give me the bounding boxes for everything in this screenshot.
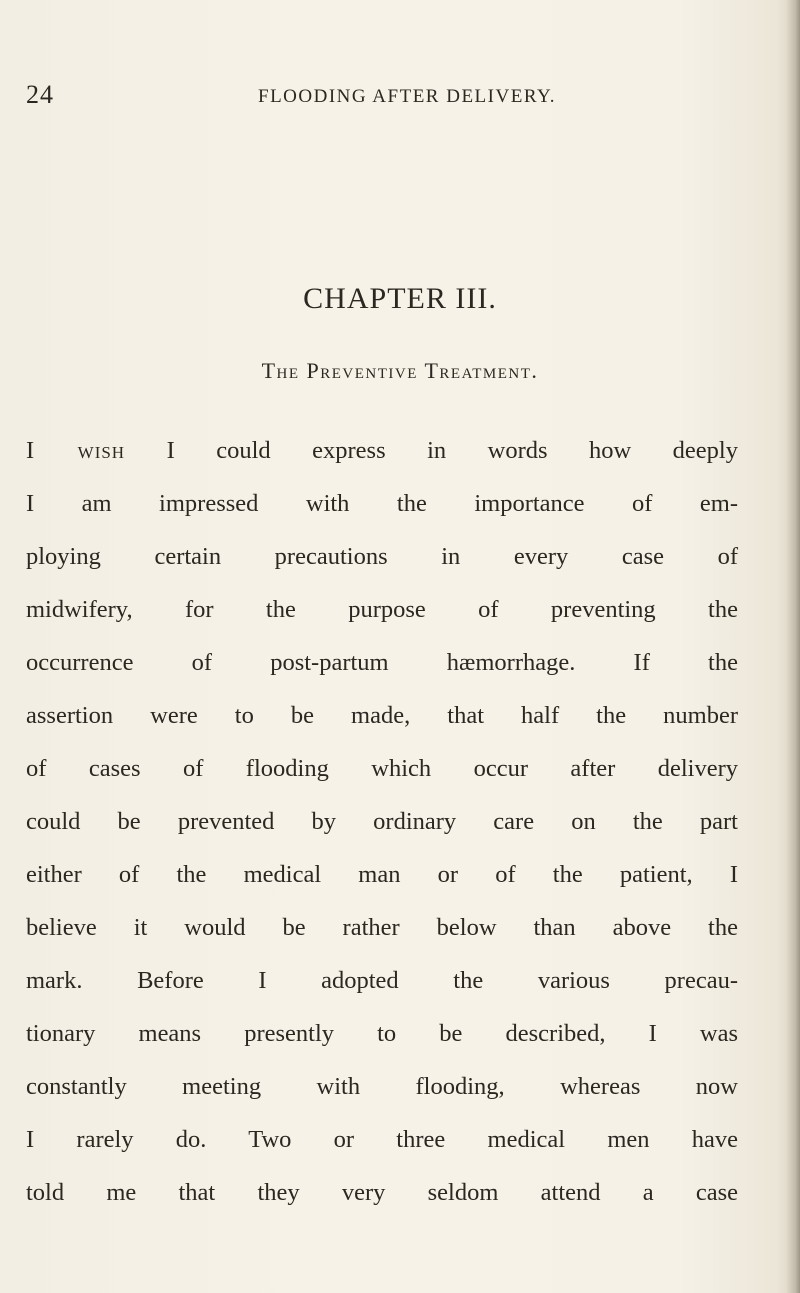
chapter-subtitle: The Preventive Treatment. xyxy=(261,358,539,383)
page-edge-shadow xyxy=(786,0,800,1293)
text-line-content: I could express in words how deeply xyxy=(125,437,738,464)
text-line: I rarely do. Two or three medical men have xyxy=(26,1126,738,1153)
text-line: tionary means presently to be described, I was xyxy=(26,1020,738,1047)
text-line: ploying certain precautions in every case of xyxy=(26,543,738,570)
text-line: constantly meeting with flooding, whereas now xyxy=(26,1073,738,1100)
text-line: either of the medical man or of the patient, I xyxy=(26,861,738,888)
text-line: occurrence of post-partum hæmorrhage. If the xyxy=(26,649,738,676)
text-line: assertion were to be made, that half the number xyxy=(26,702,738,729)
page-number: 24 xyxy=(26,80,54,109)
text-line: could be prevented by ordinary care on the part xyxy=(26,808,738,835)
text-line: midwifery, for the purpose of preventing the xyxy=(26,596,738,623)
text-line xyxy=(26,424,738,477)
text-line: told me that they very seldom attend a case xyxy=(26,1179,738,1206)
text-line: mark. Before I adopted the various precau- xyxy=(26,967,738,994)
text-line: of cases of flooding which occur after delivery xyxy=(26,755,738,782)
opening-words: I wish xyxy=(26,437,126,464)
running-head xyxy=(0,80,800,112)
body-paragraph xyxy=(26,424,738,1219)
text-line: I am impressed with the importance of em- xyxy=(26,490,738,517)
running-title: FLOODING AFTER DELIVERY. xyxy=(258,86,556,107)
chapter-heading: CHAPTER III. xyxy=(303,282,497,315)
text-line: believe it would be rather below than above the xyxy=(26,914,738,941)
